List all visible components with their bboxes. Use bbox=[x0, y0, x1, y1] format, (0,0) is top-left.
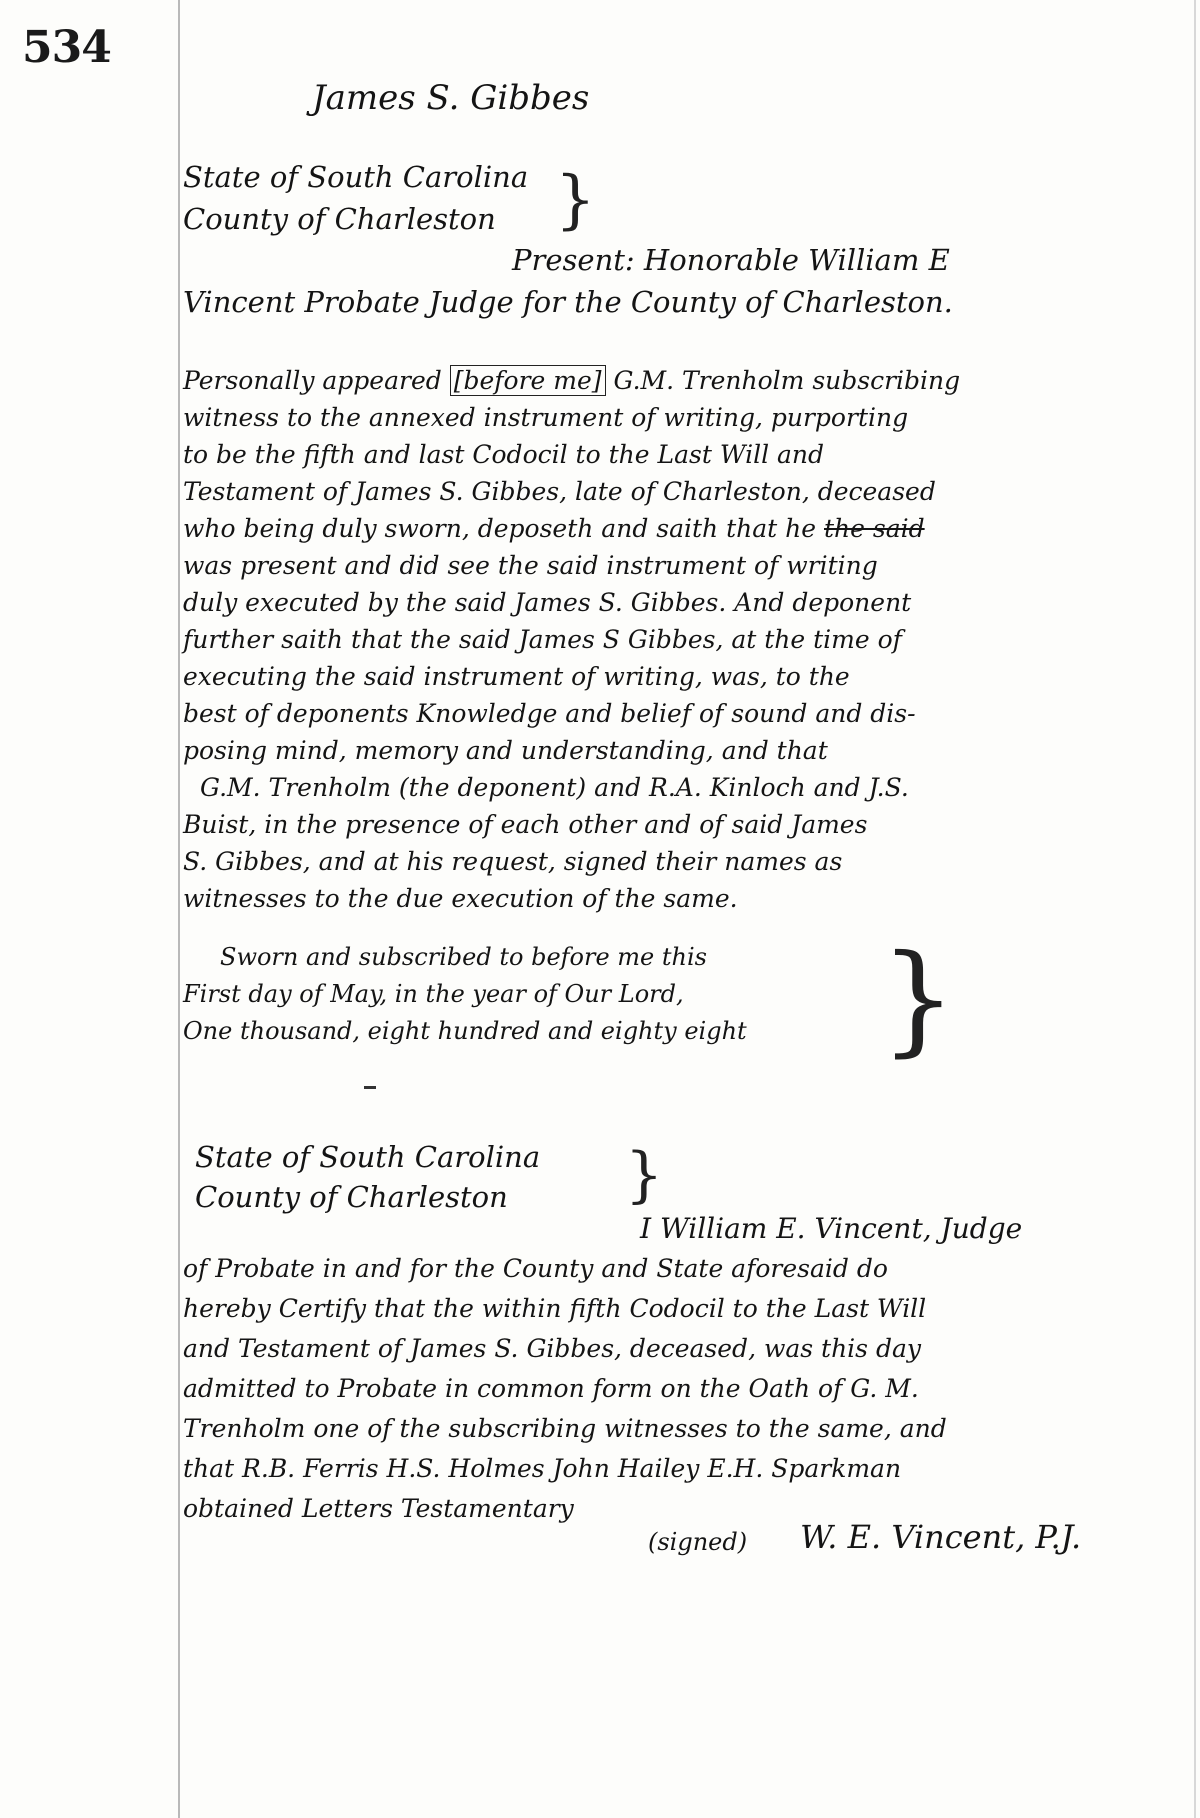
deposition-line bbox=[183, 514, 925, 543]
jurat-line: First day of May, in the year of Our Lord, bbox=[183, 980, 684, 1008]
deposition-line: best of deponents Knowledge and belief of sound and dis- bbox=[183, 699, 916, 728]
jurat-line: One thousand, eight hundred and eighty eight bbox=[183, 1017, 747, 1045]
deposition-line: to be the fifth and last Codocil to the Last Will and bbox=[183, 440, 825, 469]
right-edge-rule bbox=[1194, 0, 1196, 1818]
deposition-text: Personally appeared bbox=[183, 366, 442, 395]
certificate-line: admitted to Probate in common form on the Oath of G. M. bbox=[183, 1374, 919, 1403]
state-caption-2: State of South Carolina bbox=[195, 1140, 541, 1174]
deposition-line: S. Gibbes, and at his request, signed their names as bbox=[183, 847, 843, 876]
certificate-line: and Testament of James S. Gibbes, deceased, was this day bbox=[183, 1334, 921, 1363]
page-number: 534 bbox=[22, 22, 111, 73]
county-caption-2: County of Charleston bbox=[195, 1180, 508, 1214]
struck-out-text: the said bbox=[824, 514, 925, 543]
jurat-line: Sworn and subscribed to before me this bbox=[220, 943, 707, 971]
boxed-insertion: [before me] bbox=[450, 365, 606, 396]
deposition-line-1 bbox=[183, 366, 960, 395]
judge-signature: W. E. Vincent, P.J. bbox=[800, 1518, 1082, 1556]
deposition-line: witnesses to the due execution of the same. bbox=[183, 884, 738, 913]
deposition-line: Buist, in the presence of each other and of said James bbox=[183, 810, 868, 839]
deposition-line: Testament of James S. Gibbes, late of Charleston, deceased bbox=[183, 477, 936, 506]
state-caption-1: State of South Carolina bbox=[183, 160, 529, 194]
section-mark bbox=[364, 1086, 376, 1089]
deposition-line: posing mind, memory and understanding, and that bbox=[183, 736, 828, 765]
caption-brace-2: } bbox=[625, 1140, 664, 1210]
record-title: James S. Gibbes bbox=[312, 78, 590, 118]
certificate-line: hereby Certify that the within fifth Codocil to the Last Will bbox=[183, 1294, 927, 1323]
certificate-line: of Probate in and for the County and State aforesaid do bbox=[183, 1254, 888, 1283]
county-caption-1: County of Charleston bbox=[183, 202, 496, 236]
deposition-text: G.M. Trenholm subscribing bbox=[613, 366, 961, 395]
caption-brace-1: } bbox=[555, 163, 596, 237]
deposition-line: witness to the annexed instrument of writing, purporting bbox=[183, 403, 909, 432]
deposition-line: executing the said instrument of writing, was, to the bbox=[183, 662, 850, 691]
certificate-line: obtained Letters Testamentary bbox=[183, 1494, 574, 1523]
certificate-line: I William E. Vincent, Judge bbox=[640, 1212, 1023, 1245]
certificate-line: that R.B. Ferris H.S. Holmes John Hailey E.H. Sparkman bbox=[183, 1454, 902, 1483]
left-margin-rule bbox=[178, 0, 180, 1818]
present-line: Present: Honorable William E bbox=[512, 243, 950, 277]
deposition-text: who being duly sworn, deposeth and saith that he bbox=[183, 514, 817, 543]
certificate-line: Trenholm one of the subscribing witnesses to the same, and bbox=[183, 1414, 947, 1443]
signed-label: (signed) bbox=[648, 1528, 748, 1556]
jurat-brace: } bbox=[880, 930, 957, 1069]
judge-line: Vincent Probate Judge for the County of Charleston. bbox=[183, 285, 953, 319]
deposition-line: was present and did see the said instrument of writing bbox=[183, 551, 878, 580]
deposition-line: duly executed by the said James S. Gibbes. And deponent bbox=[183, 588, 912, 617]
deposition-line: further saith that the said James S Gibbes, at the time of bbox=[183, 625, 902, 654]
deposition-line: G.M. Trenholm (the deponent) and R.A. Kinloch and J.S. bbox=[200, 773, 909, 802]
